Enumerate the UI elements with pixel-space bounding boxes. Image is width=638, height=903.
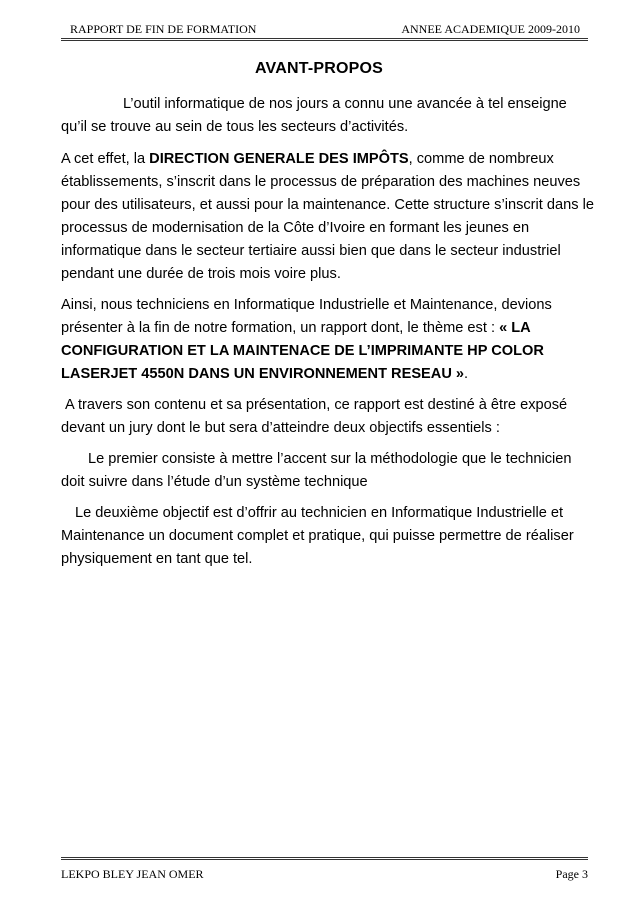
paragraph-theme-text-end: . (464, 366, 469, 382)
paragraph-theme-text-start: Ainsi, nous techniciens en Informatique Industrielle et Maintenance, devions présenter à la fin de notre formation, un rapport dont, le thème est : (61, 297, 552, 336)
page-header (61, 0, 588, 41)
document-body (61, 93, 596, 579)
header-academic-year: ANNEE ACADEMIQUE 2009-2010 (401, 22, 580, 36)
footer-author: LEKPO BLEY JEAN OMER (61, 867, 204, 881)
paragraph-intro: L’outil informatique de nos jours a connu une avancée à tel enseigne qu’il se trouve au sein de tous les secteurs d’activités. (61, 96, 567, 135)
header-report-title: RAPPORT DE FIN DE FORMATION (70, 22, 257, 36)
organization-name: DIRECTION GENERALE DES IMPÔTS (149, 151, 409, 167)
paragraph-theme (61, 294, 596, 386)
paragraph-first-objective: Le premier consiste à mettre l’accent sur la méthodologie que le technicien doit suivre dans l’étude d’un système technique (61, 451, 572, 490)
page-title: AVANT-PROPOS (254, 60, 384, 77)
page-footer (61, 857, 588, 890)
paragraph-direction-text-end: , comme de nombreux établissements, s’inscrit dans le processus de préparation des machines neuves pour des utilisateurs, et aussi pour la maintenance. Cette structure s’inscrit dans le processus de modernisation de la Côte d’Ivoire en formant les jeunes en informatique dans le secteur tertiaire aussi bien que dans le secteur industriel pendant une durée de trois mois voire plus. (61, 151, 594, 282)
paragraph-second-objective: Le deuxième objectif est d’offrir au technicien en Informatique Industrielle et Maintenance un document complet et pratique, qui puisse permettre de réaliser physiquement en tant que tel. (61, 505, 574, 567)
report-theme: « LA CONFIGURATION ET LA MAINTENACE DE L’IMPRIMANTE HP COLOR LASERJET 4550N DANS UN ENVIRONNEMENT RESEAU » (61, 320, 544, 382)
paragraph-objectives: A travers son contenu et sa présentation, ce rapport est destiné à être exposé devant un jury dont le but sera d’atteindre deux objectifs essentiels : (61, 397, 568, 436)
paragraph-direction (61, 148, 596, 286)
footer-page-number: Page 3 (555, 867, 588, 881)
paragraph-direction-text-start: A cet effet, la (61, 151, 150, 167)
